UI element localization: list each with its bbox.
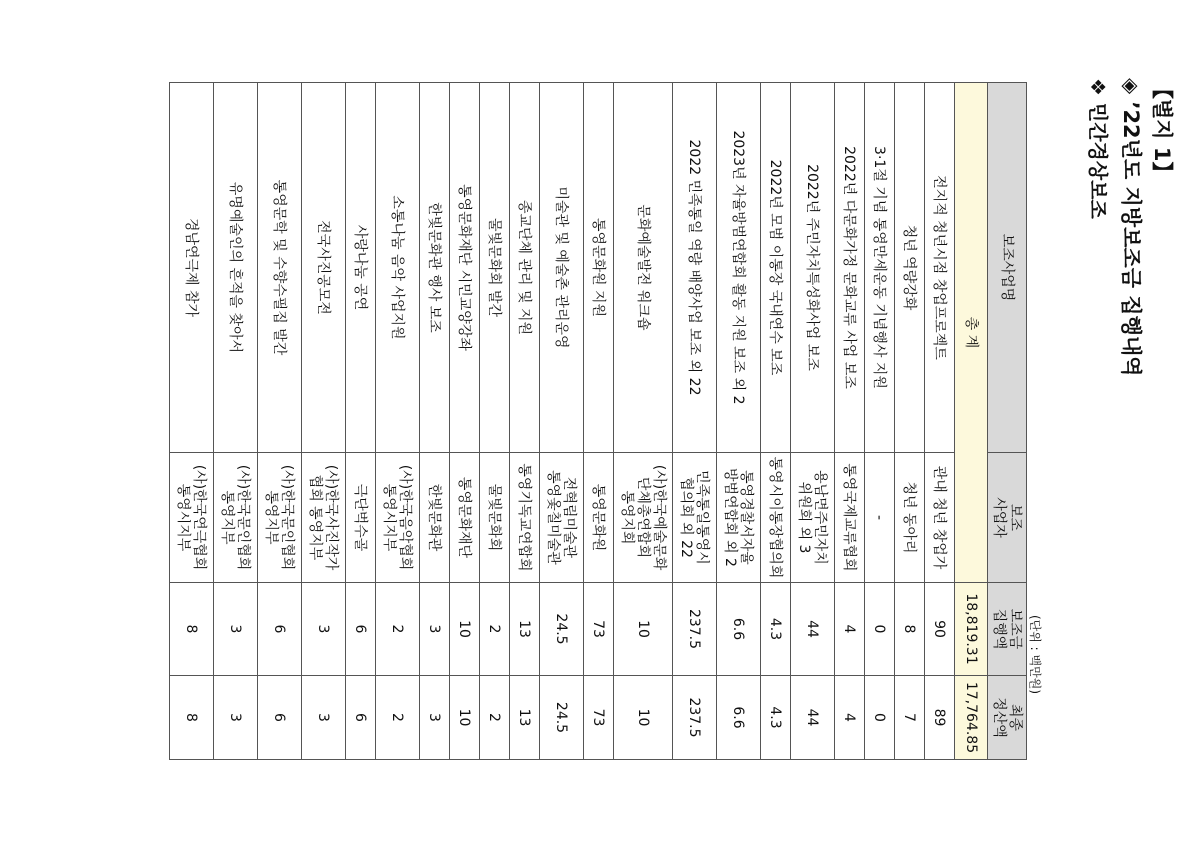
operator-cell: (사)한국음악협회 통영시지부	[376, 453, 420, 583]
page-title: ◈ ’22년도 지방보조금 집행내역	[1119, 78, 1143, 377]
project-cell: 문화예술발전 워크숍	[614, 83, 673, 453]
operator-cell: 용남면주민자치 위원회 외 3	[791, 453, 835, 583]
project-cell: 전지적 청년시점 창업프로젝트	[925, 83, 955, 453]
operator-cell: 관내 청년 창업가	[925, 453, 955, 583]
project-cell: 2022년 모범 이통장 국내연수 보조	[761, 83, 791, 453]
executed-cell: 2	[480, 583, 510, 676]
settled-cell: 44	[791, 676, 835, 760]
executed-cell: 44	[791, 583, 835, 676]
attachment-label: 【별지 1】	[1150, 78, 1174, 183]
table-row	[480, 83, 510, 760]
project-cell: 2022년 주민자치특성화사업 보조	[791, 83, 835, 453]
table-row	[170, 83, 214, 760]
col-header-project: 보조사업명	[988, 83, 1027, 453]
settled-cell: 4.3	[761, 676, 791, 760]
operator-cell: -	[865, 453, 895, 583]
operator-cell: 통영문화재단	[450, 453, 480, 583]
project-cell: 통영문화원 지원	[584, 83, 614, 453]
executed-cell: 0	[865, 583, 895, 676]
executed-cell: 4	[835, 583, 865, 676]
executed-cell: 2	[376, 583, 420, 676]
operator-cell: (사)한국연극협회 통영시지부	[170, 453, 214, 583]
executed-cell: 24.5	[540, 583, 584, 676]
project-cell: 2023년 자율방범연합회 활동 지원 보조 외 2	[717, 83, 761, 453]
total-row	[955, 83, 988, 760]
settled-cell: 8	[170, 676, 214, 760]
operator-cell: 통영기독교연합회	[510, 453, 540, 583]
table-row	[895, 83, 925, 760]
settled-cell: 10	[614, 676, 673, 760]
operator-cell: (사)한국사진작가 협회 통영지부	[302, 453, 346, 583]
settled-cell: 2	[376, 676, 420, 760]
project-cell: 경남연극제 참가	[170, 83, 214, 453]
operator-cell: (사)한국문인협회 통영지부	[214, 453, 258, 583]
project-cell: 종교단체 관리 및 지원	[510, 83, 540, 453]
section-subtitle: ❖ 민간경상보조	[1086, 78, 1110, 219]
table-row	[761, 83, 791, 760]
operator-cell: 민족통일통영시 협의회 외 22	[673, 453, 717, 583]
table-row	[450, 83, 480, 760]
project-cell: 2022 민족통일 역량 배양사업 보조 외 22	[673, 83, 717, 453]
table-row	[584, 83, 614, 760]
col-header-operator-text: 보조 사업자	[991, 497, 1023, 538]
operator-cell: 통영국제교류협회	[835, 453, 865, 583]
settled-cell: 89	[925, 676, 955, 760]
project-cell: 한빛문화관 행사 보조	[420, 83, 450, 453]
settled-cell: 6	[346, 676, 376, 760]
col-header-settled-text: 최종 정산액	[991, 697, 1023, 738]
project-cell: 미술관 및 예술촌 관리운영	[540, 83, 584, 453]
operator-cell: 통영문화원	[584, 453, 614, 583]
table-row	[925, 83, 955, 760]
project-cell: 소통나눔 음악 사업지원	[376, 83, 420, 453]
table-row	[376, 83, 420, 760]
settled-cell: 0	[865, 676, 895, 760]
project-cell: 3·1절 기념 통영만세운동 기념행사 지원	[865, 83, 895, 453]
settled-cell: 10	[450, 676, 480, 760]
table-row	[614, 83, 673, 760]
operator-cell: (사)한국예술문화 단체총연합회 통영지회	[614, 453, 673, 583]
settled-cell: 7	[895, 676, 925, 760]
operator-cell: 통영시이통장협의회	[761, 453, 791, 583]
table-row	[865, 83, 895, 760]
table-row	[258, 83, 302, 760]
executed-cell: 3	[302, 583, 346, 676]
executed-cell: 4.3	[761, 583, 791, 676]
project-cell: 물빛문화회 발간	[480, 83, 510, 453]
executed-cell: 90	[925, 583, 955, 676]
project-cell: 전국사진공모전	[302, 83, 346, 453]
project-cell: 유명예술인의 흔적을 찾아서	[214, 83, 258, 453]
operator-cell: 극단벅수골	[346, 453, 376, 583]
table-row	[540, 83, 584, 760]
table-row	[346, 83, 376, 760]
total-settled: 17,764.85	[955, 676, 988, 760]
project-cell: 통영문화재단 시민교양강좌	[450, 83, 480, 453]
operator-cell: 통영경찰서자율 방범연합회 외 2	[717, 453, 761, 583]
settled-cell: 24.5	[540, 676, 584, 760]
settled-cell: 6	[258, 676, 302, 760]
total-label: 총 계	[955, 83, 988, 583]
settled-cell: 3	[420, 676, 450, 760]
executed-cell: 237.5	[673, 583, 717, 676]
project-cell: 통영문학 및 수향수필집 발간	[258, 83, 302, 453]
settled-cell: 2	[480, 676, 510, 760]
table-row	[791, 83, 835, 760]
executed-cell: 73	[584, 583, 614, 676]
project-cell: 2022년 다문화가정 문화교류 사업 보조	[835, 83, 865, 453]
settled-cell: 6.6	[717, 676, 761, 760]
project-cell: 사랑나눔 공연	[346, 83, 376, 453]
executed-cell: 10	[450, 583, 480, 676]
settled-cell: 73	[584, 676, 614, 760]
executed-cell: 3	[214, 583, 258, 676]
executed-cell: 8	[170, 583, 214, 676]
settled-cell: 237.5	[673, 676, 717, 760]
operator-cell: 청년 동아리	[895, 453, 925, 583]
executed-cell: 8	[895, 583, 925, 676]
settled-cell: 4	[835, 676, 865, 760]
settled-cell: 3	[214, 676, 258, 760]
table-row	[214, 83, 258, 760]
executed-cell: 6.6	[717, 583, 761, 676]
col-header-settled	[988, 676, 1027, 760]
settled-cell: 3	[302, 676, 346, 760]
settled-cell: 13	[510, 676, 540, 760]
table-row	[835, 83, 865, 760]
subsidy-table	[169, 82, 1027, 760]
col-header-executed	[988, 583, 1027, 676]
project-cell: 청년 역량강화	[895, 83, 925, 453]
col-header-executed-text: 보조금 집행액	[991, 608, 1023, 650]
executed-cell: 3	[420, 583, 450, 676]
executed-cell: 13	[510, 583, 540, 676]
executed-cell: 6	[258, 583, 302, 676]
table-row	[717, 83, 761, 760]
operator-cell: (사)한국문인협회 통영지부	[258, 453, 302, 583]
col-header-operator	[988, 453, 1027, 583]
operator-cell: 한빛문화관	[420, 453, 450, 583]
table-row	[673, 83, 717, 760]
unit-note: (단위 : 백만원)	[1028, 615, 1042, 694]
operator-cell: 물빛문화회	[480, 453, 510, 583]
executed-cell: 6	[346, 583, 376, 676]
executed-cell: 10	[614, 583, 673, 676]
table-row	[510, 83, 540, 760]
table-row	[302, 83, 346, 760]
total-executed: 18,819.31	[955, 583, 988, 676]
operator-cell: 전혁림미술관 통영옻칠미술관	[540, 453, 584, 583]
table-row	[420, 83, 450, 760]
